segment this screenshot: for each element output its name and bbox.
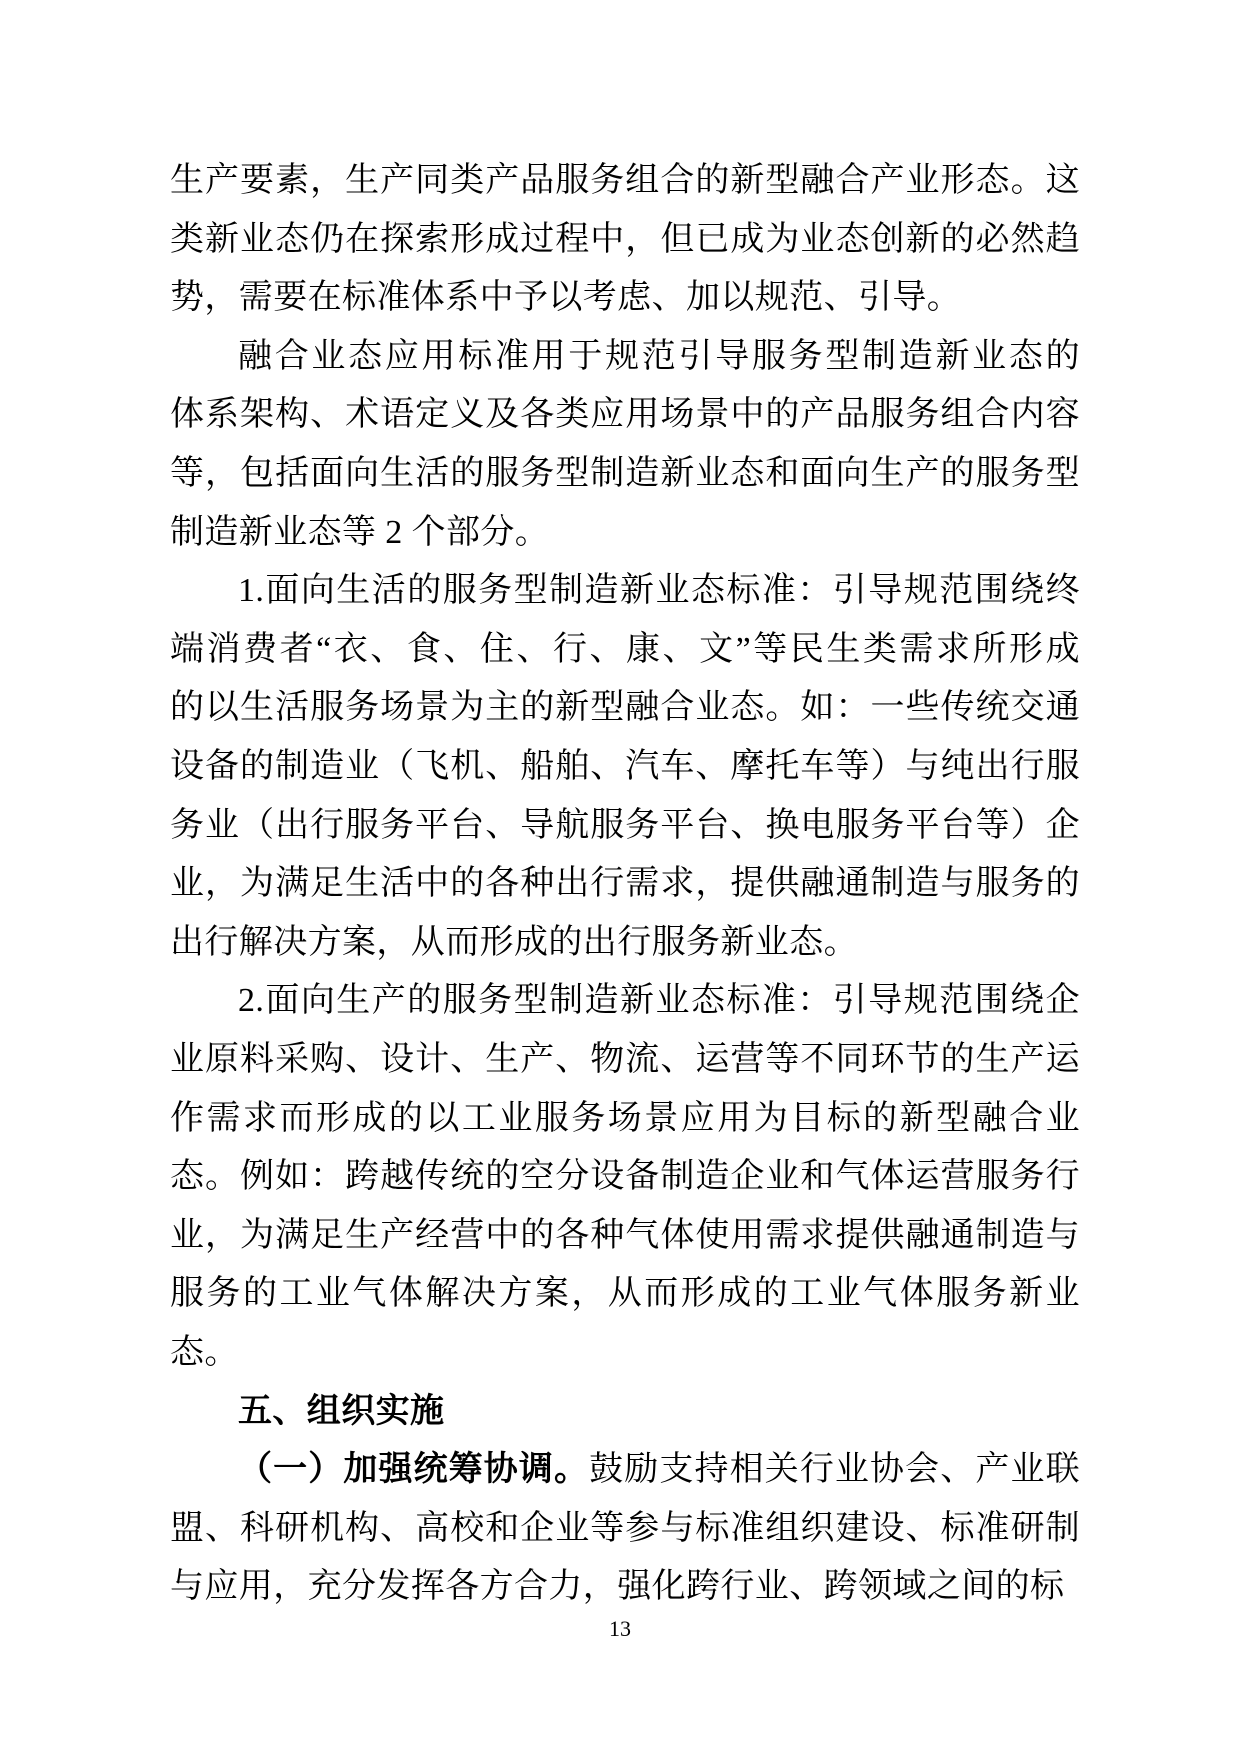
- text-line: 服务的工业气体解决方案，从而形成的工业气体服务新业: [170, 1275, 1080, 1313]
- text-line: 端消费者“衣、食、住、行、康、文”等民生类需求所形成: [170, 630, 1080, 668]
- text-line: 类新业态仍在探索形成过程中，但已成为业态创新的必然趋: [170, 220, 1080, 258]
- text-line: 制造新业态等 2 个部分。: [170, 513, 550, 551]
- paragraph-lead-bold: （一）加强统筹协调。: [238, 1451, 590, 1489]
- text-line: 业原料采购、设计、生产、物流、运营等不同环节的生产运: [170, 1040, 1080, 1078]
- text-line: 等，包括面向生活的服务型制造新业态和面向生产的服务型: [170, 454, 1080, 492]
- text-line: 体系架构、术语定义及各类应用场景中的产品服务组合内容: [170, 396, 1080, 434]
- paragraph: [170, 972, 1080, 1382]
- text-line: 融合业态应用标准用于规范引导服务型制造新业态的: [238, 337, 1080, 375]
- text-line: 业，为满足生产经营中的各种气体使用需求提供融通制造与: [170, 1216, 1080, 1254]
- text-line: [170, 1441, 1080, 1500]
- document-body: [170, 152, 1080, 1617]
- paragraph: [170, 562, 1080, 972]
- text-line: 势，需要在标准体系中予以考虑、加以规范、引导。: [170, 279, 962, 317]
- text-line: 设备的制造业（飞机、船舶、汽车、摩托车等）与纯出行服: [170, 747, 1080, 785]
- text-line: 业，为满足生活中的各种出行需求，提供融通制造与服务的: [170, 865, 1080, 903]
- page-number: 13: [609, 1616, 631, 1641]
- paragraph: [170, 1441, 1080, 1617]
- text-line: 作需求而形成的以工业服务场景应用为目标的新型融合业: [170, 1099, 1080, 1137]
- text-line: 生产要素，生产同类产品服务组合的新型融合产业形态。这: [170, 162, 1080, 199]
- text-line: 与应用，充分发挥各方合力，强化跨行业、跨领域之间的标: [170, 1568, 1065, 1606]
- text-line: 务业（出行服务平台、导航服务平台、换电服务平台等）企: [170, 806, 1080, 844]
- text-line: 态。例如：跨越传统的空分设备制造企业和气体运营服务行: [170, 1158, 1080, 1196]
- text-line: 出行解决方案，从而形成的出行服务新业态。: [170, 923, 858, 961]
- text-line: 的以生活服务场景为主的新型融合业态。如：一些传统交通: [170, 689, 1080, 727]
- paragraph: [170, 152, 1080, 328]
- text-line: 五、组织实施: [238, 1392, 445, 1431]
- paragraph-lead-rest: 鼓励支持相关行业协会、产业联: [589, 1451, 1080, 1489]
- text-line: 态。: [170, 1333, 239, 1371]
- paragraph: [170, 328, 1080, 562]
- text-line: 盟、科研机构、高校和企业等参与标准组织建设、标准研制: [170, 1509, 1080, 1547]
- text-line: 2.面向生产的服务型制造新业态标准：引导规范围绕企: [238, 982, 1080, 1020]
- text-line: 1.面向生活的服务型制造新业态标准：引导规范围绕终: [238, 572, 1080, 610]
- section-heading: [170, 1382, 1080, 1441]
